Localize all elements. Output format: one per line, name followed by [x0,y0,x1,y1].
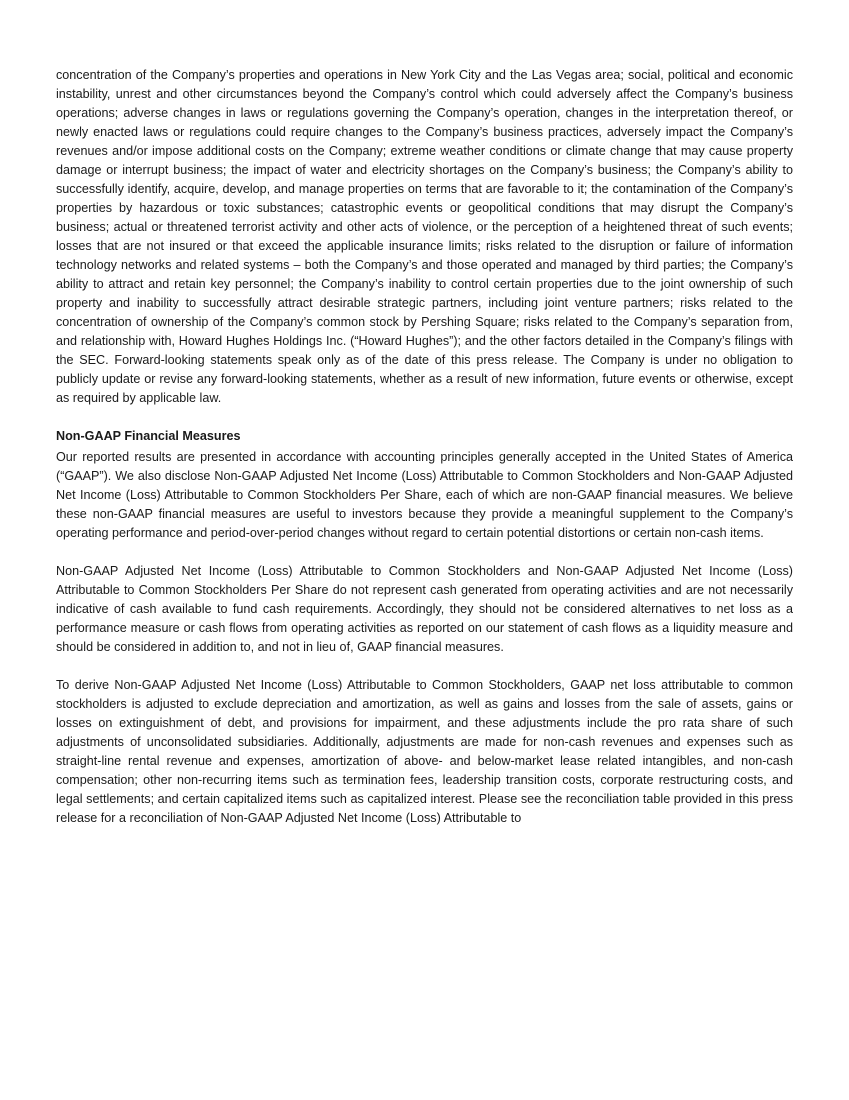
non-gaap-intro-paragraph: Our reported results are presented in accordance with accounting principles generally accepted in the United States of America (“GAAP”). We also disclose Non-GAAP Adjusted Net Income (Loss) Attributable to Common Stockholders and Non-GAAP Adjusted Net Income (Loss) Attributable to Common Stockholders Per Share, each of which are non-GAAP financial measures. We believe these non-GAAP financial measures are useful to investors because they provide a meaningful supplement to the Company’s operating performance and period-over-period changes without regard to certain potential distortions or certain non-cash items. [56,450,793,540]
non-gaap-derivation-paragraph: To derive Non-GAAP Adjusted Net Income (Loss) Attributable to Common Stockholders, GAAP net loss attributable to common stockholders is adjusted to exclude depreciation and amortization, as well as gains and losses from the sale of assets, gains or losses on extinguishment of debt, and provisions for impairment, and these adjustments include the pro rata share of such adjustments of unconsolidated subsidiaries. Additionally, adjustments are made for non-cash revenues and expenses such as straight-line rental revenue and expenses, amortization of above- and below-market lease related intangibles, and non-cash compensation; other non-recurring items such as termination fees, leadership transition costs, corporate restructuring costs, and legal settlements; and certain capitalized items such as capitalized interest. Please see the reconciliation table provided in this press release for a reconciliation of Non-GAAP Adjusted Net Income (Loss) Attributable to [56,678,793,825]
document-page [56,66,793,828]
forward-looking-risks-paragraph: concentration of the Company’s properties and operations in New York City and the Las Vegas area; social, political and economic instability, unrest and other circumstances beyond the Company’s control which could adversely affect the Company’s business operations; adverse changes in laws or regulations governing the Company’s operation, changes in the interpretation thereof, or newly enacted laws or regulations could require changes to the Company’s business practices, adversely impact the Company’s revenues and/or impose additional costs on the Company; extreme weather conditions or climate change that may cause property damage or interrupt business; the impact of water and electricity shortages on the Company’s business; the Company’s ability to successfully identify, acquire, develop, and manage properties on terms that are favorable to it; the contamination of the Company’s properties by hazardous or toxic substances; catastrophic events or geopolitical conditions that may disrupt the Company’s business; actual or threatened terrorist activity and other acts of violence, or the perception of a heightened threat of such events; losses that are not insured or that exceed the applicable insurance limits; risks related to the disruption or failure of information technology networks and related systems – both the Company’s and those operated and managed by third parties; the Company’s ability to attract and retain key personnel; the Company’s inability to control certain properties due to the joint ownership of such property and inability to successfully attract desirable strategic partners, including joint venture partners; risks related to the concentration of ownership of the Company’s common stock by Pershing Square; risks related to the Company’s separation from, and relationship with, Howard Hughes Holdings Inc. (“Howard Hughes”); and the other factors detailed in the Company’s filings with the SEC. Forward-looking statements speak only as of the date of this press release. The Company is under no obligation to publicly update or revise any forward-looking statements, whether as a result of new information, future events or otherwise, except as required by applicable law. [56,68,793,405]
non-gaap-limitations-paragraph: Non-GAAP Adjusted Net Income (Loss) Attributable to Common Stockholders and Non-GAAP Adjusted Net Income (Loss) Attributable to Common Stockholders Per Share do not represent cash generated from operating activities and are not necessarily indicative of cash available to fund cash requirements. Accordingly, they should not be considered alternatives to net loss as a performance measure or cash flows from operating activities as reported on our statement of cash flows as a liquidity measure and should be considered in addition to, and not in lieu of, GAAP financial measures. [56,564,793,654]
section-heading-non-gaap: Non-GAAP Financial Measures [56,429,241,443]
